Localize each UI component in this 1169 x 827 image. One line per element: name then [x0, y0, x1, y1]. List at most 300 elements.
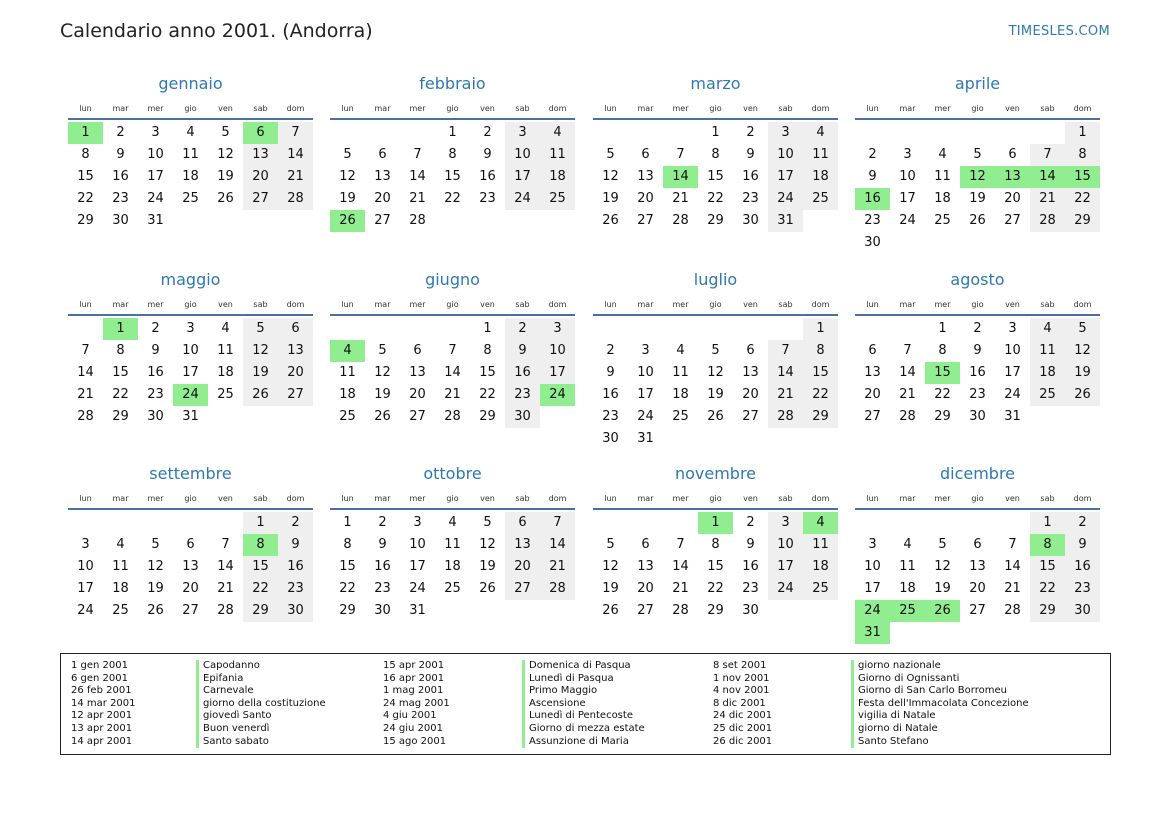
empty-cell	[628, 512, 663, 534]
day-cell: 18	[1030, 362, 1065, 384]
month-giugno	[330, 269, 575, 428]
weekday-header	[593, 98, 838, 118]
weekday-label: gio	[446, 299, 459, 309]
holiday-day-cell: 4	[803, 512, 838, 534]
day-cell: 5	[483, 515, 492, 530]
legend-date: 26 feb 2001	[71, 685, 132, 697]
week-row	[855, 362, 1100, 384]
empty-cell	[925, 122, 960, 144]
day-cell: 9	[746, 147, 755, 162]
weekday-label: mer	[409, 299, 426, 309]
legend-holiday-name: Ascensione	[522, 698, 645, 711]
week-row	[330, 318, 575, 340]
header-rule	[68, 314, 313, 316]
day-cell: 12	[243, 340, 278, 362]
day-cell: 24	[768, 578, 803, 600]
day-cell: 6	[868, 343, 877, 358]
weekday-label: lun	[341, 299, 354, 309]
weekday-label: dom	[286, 493, 305, 503]
day-cell: 19	[969, 191, 986, 206]
weekday-label: gio	[184, 493, 197, 503]
empty-cell	[995, 122, 1030, 144]
day-cell: 15	[1030, 556, 1065, 578]
empty-cell	[400, 122, 435, 144]
day-cell: 12	[479, 537, 496, 552]
day-cell: 15	[339, 559, 356, 574]
empty-cell	[890, 512, 925, 534]
legend-date: 14 mar 2001	[71, 697, 136, 709]
day-cell: 23	[147, 387, 164, 402]
weekday-label: dom	[286, 103, 305, 113]
month-marzo	[593, 73, 838, 232]
day-cell: 9	[606, 365, 615, 380]
day-cell: 17	[864, 581, 881, 596]
day-cell: 3	[186, 321, 195, 336]
day-cell: 23	[742, 581, 759, 596]
day-cell: 14	[409, 169, 426, 184]
day-cell: 16	[505, 362, 540, 384]
weekday-label: mer	[147, 103, 164, 113]
holiday-day-cell: 25	[890, 600, 925, 622]
day-cell: 7	[768, 340, 803, 362]
weekday-label: lun	[79, 299, 92, 309]
day-cell: 30	[505, 406, 540, 428]
header-rule	[593, 314, 838, 316]
weekday-label: dom	[1073, 103, 1092, 113]
day-cell: 12	[1065, 340, 1100, 362]
weekday-label: dom	[811, 103, 830, 113]
week-row	[68, 406, 313, 428]
day-cell: 7	[1030, 144, 1065, 166]
weekday-label: ven	[743, 493, 758, 503]
day-cell: 14	[77, 365, 94, 380]
day-cell: 29	[934, 409, 951, 424]
week-row	[855, 318, 1100, 340]
day-cell: 2	[151, 321, 160, 336]
day-cell: 21	[1030, 188, 1065, 210]
empty-cell	[960, 622, 995, 644]
weekday-label: mar	[899, 103, 916, 113]
holiday-day-cell: 24	[173, 384, 208, 406]
day-cell: 2	[606, 343, 615, 358]
day-cell: 28	[672, 603, 689, 618]
weekday-label: ven	[480, 299, 495, 309]
day-cell: 9	[973, 343, 982, 358]
legend-date: 15 apr 2001	[383, 660, 445, 671]
day-cell: 27	[409, 409, 426, 424]
day-cell: 28	[672, 213, 689, 228]
day-cell: 27	[182, 603, 199, 618]
day-cell: 7	[81, 343, 90, 358]
day-cell: 10	[540, 340, 575, 362]
day-cell: 1	[483, 321, 492, 336]
week-row	[855, 600, 1100, 622]
weekday-label: mar	[374, 299, 391, 309]
month-name: dicembre	[939, 464, 1016, 483]
week-row	[68, 512, 313, 534]
day-cell: 27	[969, 603, 986, 618]
day-cell: 17	[768, 166, 803, 188]
holiday-day-cell: 12	[960, 166, 995, 188]
day-cell: 4	[903, 537, 912, 552]
day-cell: 22	[444, 191, 461, 206]
weekday-label: sab	[515, 299, 530, 309]
day-cell: 28	[217, 603, 234, 618]
empty-cell	[470, 210, 505, 232]
day-cell: 23	[374, 581, 391, 596]
day-cell: 6	[641, 537, 650, 552]
empty-cell	[505, 600, 540, 622]
day-cell: 11	[182, 147, 199, 162]
day-cell: 28	[77, 409, 94, 424]
empty-cell	[1030, 232, 1065, 254]
day-cell: 14	[899, 365, 916, 380]
week-row	[68, 384, 313, 406]
day-cell: 11	[803, 144, 838, 166]
empty-cell	[435, 210, 470, 232]
empty-cell	[960, 512, 995, 534]
day-cell: 10	[77, 559, 94, 574]
weekday-label: gio	[446, 103, 459, 113]
month-dicembre	[855, 463, 1100, 644]
day-cell: 2	[278, 512, 313, 534]
week-row	[330, 340, 575, 362]
day-cell: 10	[505, 144, 540, 166]
header-rule	[593, 508, 838, 510]
month-agosto	[855, 269, 1100, 428]
empty-cell	[278, 406, 313, 428]
legend-dates-column	[71, 660, 136, 748]
weekday-header	[593, 294, 838, 314]
holiday-legend	[60, 653, 1111, 755]
day-cell: 28	[444, 409, 461, 424]
day-cell: 11	[112, 559, 129, 574]
day-cell: 8	[711, 537, 720, 552]
day-cell: 31	[409, 603, 426, 618]
weekday-label: lun	[866, 299, 879, 309]
day-cell: 21	[409, 191, 426, 206]
header-rule	[330, 118, 575, 120]
day-cell: 27	[505, 578, 540, 600]
day-cell: 12	[217, 147, 234, 162]
week-row	[330, 188, 575, 210]
weekday-label: mar	[637, 493, 654, 503]
day-cell: 6	[746, 343, 755, 358]
weekday-label: mar	[637, 103, 654, 113]
weekday-label: gio	[971, 493, 984, 503]
day-cell: 16	[112, 169, 129, 184]
day-cell: 16	[969, 365, 986, 380]
day-cell: 13	[637, 559, 654, 574]
legend-holiday-name: Giorno di San Carlo Borromeu	[851, 685, 1029, 698]
week-row	[68, 166, 313, 188]
day-cell: 20	[864, 387, 881, 402]
day-cell: 27	[637, 213, 654, 228]
day-cell: 25	[803, 578, 838, 600]
month-settembre	[68, 463, 313, 622]
day-cell: 12	[374, 365, 391, 380]
day-cell: 18	[182, 169, 199, 184]
day-cell: 30	[112, 213, 129, 228]
day-cell: 16	[602, 387, 619, 402]
day-cell: 13	[505, 534, 540, 556]
day-cell: 10	[409, 537, 426, 552]
weekday-label: lun	[604, 103, 617, 113]
empty-cell	[803, 428, 838, 450]
day-cell: 3	[903, 147, 912, 162]
empty-cell	[855, 122, 890, 144]
weekday-label: dom	[548, 299, 567, 309]
holiday-day-cell: 4	[330, 340, 365, 362]
week-row	[330, 362, 575, 384]
day-cell: 20	[182, 581, 199, 596]
day-cell: 14	[217, 559, 234, 574]
month-name: giugno	[425, 270, 480, 289]
day-cell: 20	[278, 362, 313, 384]
day-cell: 17	[182, 365, 199, 380]
day-cell: 8	[1065, 144, 1100, 166]
holiday-day-cell: 1	[68, 122, 103, 144]
empty-cell	[733, 428, 768, 450]
day-cell: 24	[637, 409, 654, 424]
day-cell: 6	[973, 537, 982, 552]
day-cell: 17	[637, 387, 654, 402]
week-row	[330, 512, 575, 534]
holiday-day-cell: 1	[698, 512, 733, 534]
weekday-label: sab	[253, 299, 268, 309]
day-cell: 30	[969, 409, 986, 424]
empty-cell	[855, 512, 890, 534]
day-cell: 14	[540, 534, 575, 556]
day-cell: 28	[409, 213, 426, 228]
day-cell: 21	[768, 384, 803, 406]
day-cell: 15	[112, 365, 129, 380]
day-cell: 24	[768, 188, 803, 210]
day-cell: 11	[1030, 340, 1065, 362]
weekday-label: dom	[811, 299, 830, 309]
day-cell: 26	[969, 213, 986, 228]
day-cell: 23	[969, 387, 986, 402]
day-cell: 26	[602, 603, 619, 618]
empty-cell	[208, 512, 243, 534]
header-rule	[68, 118, 313, 120]
week-row	[68, 340, 313, 362]
weekday-label: lun	[866, 493, 879, 503]
legend-holiday-name: vigilia di Natale	[851, 710, 1029, 723]
day-cell: 13	[969, 559, 986, 574]
day-cell: 16	[742, 559, 759, 574]
day-cell: 21	[77, 387, 94, 402]
holiday-day-cell: 24	[855, 600, 890, 622]
holiday-day-cell: 26	[925, 600, 960, 622]
empty-cell	[540, 210, 575, 232]
day-cell: 9	[151, 343, 160, 358]
weekday-header	[68, 488, 313, 508]
legend-holiday-name: Domenica di Pasqua	[522, 660, 645, 673]
weekday-label: sab	[778, 493, 793, 503]
day-cell: 5	[606, 537, 615, 552]
day-cell: 28	[278, 188, 313, 210]
empty-cell	[663, 318, 698, 340]
day-cell: 7	[1008, 537, 1017, 552]
week-row	[593, 210, 838, 232]
empty-cell	[925, 622, 960, 644]
empty-cell	[208, 406, 243, 428]
weekday-label: mer	[409, 493, 426, 503]
empty-cell	[103, 512, 138, 534]
day-cell: 6	[278, 318, 313, 340]
day-cell: 15	[77, 169, 94, 184]
day-cell: 7	[221, 537, 230, 552]
empty-cell	[855, 318, 890, 340]
day-cell: 14	[672, 559, 689, 574]
holiday-day-cell: 15	[1065, 166, 1100, 188]
day-cell: 29	[112, 409, 129, 424]
empty-cell	[890, 232, 925, 254]
legend-holiday-name: giovedì Santo	[196, 710, 326, 723]
day-cell: 18	[339, 387, 356, 402]
weekday-label: lun	[866, 103, 879, 113]
day-cell: 17	[77, 581, 94, 596]
weekday-label: mer	[409, 103, 426, 113]
weekday-label: mer	[147, 493, 164, 503]
day-cell: 3	[1008, 321, 1017, 336]
day-cell: 13	[864, 365, 881, 380]
legend-holiday-name: Santo sabato	[196, 736, 326, 749]
month-name: gennaio	[158, 74, 223, 93]
weekday-label: sab	[253, 103, 268, 113]
legend-date: 13 apr 2001	[71, 722, 133, 734]
week-row	[855, 166, 1100, 188]
week-row	[68, 578, 313, 600]
day-cell: 3	[151, 125, 160, 140]
empty-cell	[173, 210, 208, 232]
empty-cell	[435, 600, 470, 622]
weekday-header	[68, 294, 313, 314]
day-cell: 21	[899, 387, 916, 402]
empty-cell	[173, 512, 208, 534]
site-link[interactable]: TIMESLES.COM	[1008, 24, 1110, 39]
day-cell: 13	[278, 340, 313, 362]
week-row	[68, 556, 313, 578]
day-cell: 23	[505, 384, 540, 406]
day-cell: 12	[339, 169, 356, 184]
weekday-label: gio	[709, 299, 722, 309]
day-cell: 21	[278, 166, 313, 188]
weekday-label: sab	[1040, 103, 1055, 113]
day-cell: 29	[707, 603, 724, 618]
day-cell: 8	[803, 340, 838, 362]
week-row	[855, 232, 1100, 254]
day-cell: 5	[1065, 318, 1100, 340]
empty-cell	[995, 622, 1030, 644]
holiday-day-cell: 8	[243, 534, 278, 556]
day-cell: 15	[444, 169, 461, 184]
empty-cell	[925, 232, 960, 254]
weekday-header	[330, 488, 575, 508]
day-cell: 13	[742, 365, 759, 380]
day-cell: 18	[934, 191, 951, 206]
legend-date: 16 apr 2001	[383, 672, 445, 684]
weekday-label: lun	[604, 493, 617, 503]
holiday-day-cell: 16	[855, 188, 890, 210]
legend-date: 14 apr 2001	[71, 735, 133, 747]
month-ottobre	[330, 463, 575, 622]
day-cell: 29	[803, 406, 838, 428]
holiday-day-cell: 14	[1030, 166, 1065, 188]
legend-holiday-name: Lunedì di Pentecoste	[522, 710, 645, 723]
day-cell: 18	[444, 559, 461, 574]
day-cell: 31	[182, 409, 199, 424]
empty-cell	[628, 122, 663, 144]
day-cell: 16	[1065, 556, 1100, 578]
weekday-header	[330, 98, 575, 118]
week-row	[330, 144, 575, 166]
weekday-label: mer	[672, 299, 689, 309]
week-row	[855, 534, 1100, 556]
day-cell: 17	[540, 362, 575, 384]
day-cell: 17	[409, 559, 426, 574]
day-cell: 29	[77, 213, 94, 228]
day-cell: 25	[672, 409, 689, 424]
day-cell: 3	[540, 318, 575, 340]
day-cell: 4	[540, 122, 575, 144]
day-cell: 16	[374, 559, 391, 574]
day-cell: 29	[707, 213, 724, 228]
day-cell: 30	[602, 431, 619, 446]
day-cell: 12	[934, 559, 951, 574]
day-cell: 23	[112, 191, 129, 206]
legend-holiday-name: Lunedì di Pasqua	[522, 673, 645, 686]
day-cell: 9	[1065, 534, 1100, 556]
day-cell: 19	[217, 169, 234, 184]
day-cell: 1	[1065, 122, 1100, 144]
day-cell: 1	[938, 321, 947, 336]
month-name: novembre	[674, 464, 757, 483]
day-cell: 18	[112, 581, 129, 596]
week-row	[855, 188, 1100, 210]
day-cell: 20	[409, 387, 426, 402]
weekday-label: ven	[1005, 299, 1020, 309]
day-cell: 25	[444, 581, 461, 596]
day-cell: 15	[243, 556, 278, 578]
day-cell: 17	[1004, 365, 1021, 380]
weekday-label: sab	[1040, 299, 1055, 309]
month-luglio	[593, 269, 838, 450]
weekday-label: sab	[1040, 493, 1055, 503]
holiday-day-cell: 14	[663, 166, 698, 188]
empty-cell	[733, 318, 768, 340]
day-cell: 12	[602, 559, 619, 574]
week-row	[330, 122, 575, 144]
day-cell: 16	[278, 556, 313, 578]
day-cell: 13	[243, 144, 278, 166]
day-cell: 14	[1004, 559, 1021, 574]
week-row	[593, 384, 838, 406]
day-cell: 7	[676, 147, 685, 162]
day-cell: 4	[676, 343, 685, 358]
legend-date: 24 mag 2001	[383, 697, 450, 709]
weekday-label: mar	[374, 103, 391, 113]
weekday-label: lun	[341, 493, 354, 503]
day-cell: 20	[243, 166, 278, 188]
day-cell: 11	[899, 559, 916, 574]
empty-cell	[243, 406, 278, 428]
day-cell: 31	[1004, 409, 1021, 424]
empty-cell	[138, 512, 173, 534]
day-cell: 2	[973, 321, 982, 336]
day-cell: 19	[374, 387, 391, 402]
